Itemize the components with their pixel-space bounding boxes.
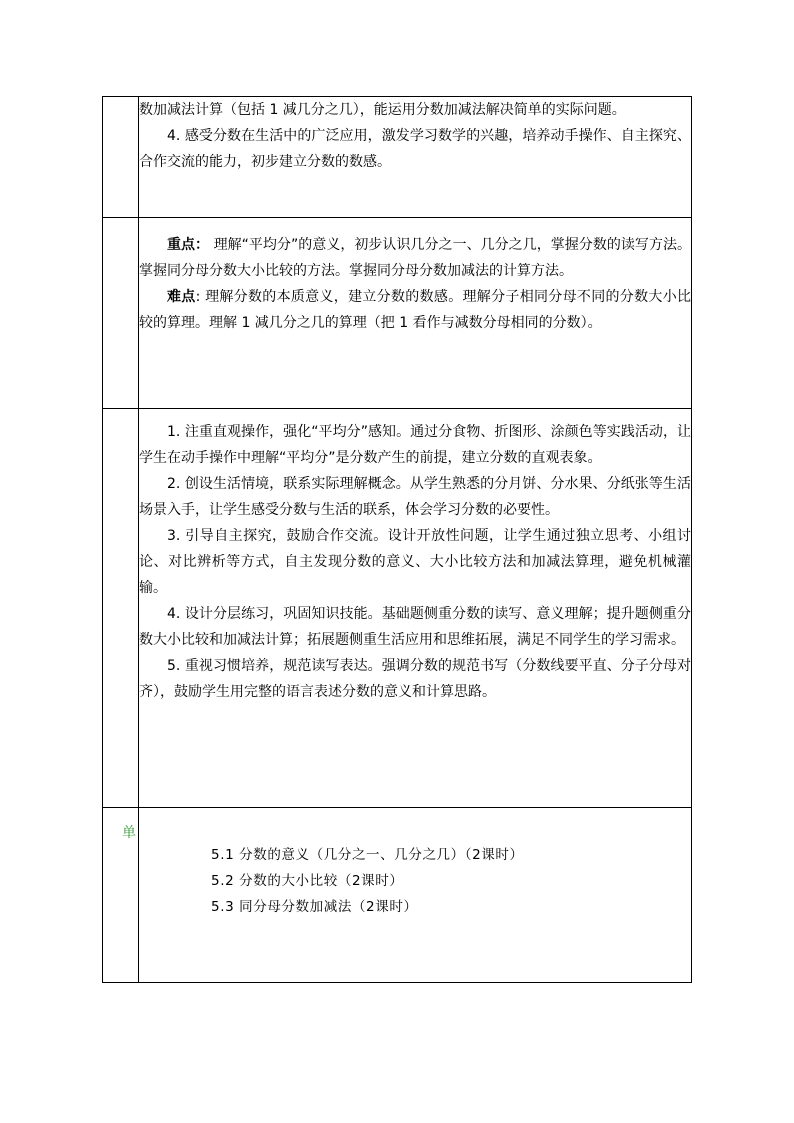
unit-label: 单: [122, 825, 136, 841]
objectives-content-cell: [139, 97, 692, 218]
suggestions-content-cell: [139, 409, 692, 808]
suggestion-item: 5. 重视习惯培养，规范读写表达。强调分数的规范书写（分数线要平直、分子分母对齐），鼓励学生用完整的语言表述分数的意义和计算思路。: [139, 658, 691, 700]
suggestion-item: 3. 引导自主探究，鼓励合作交流。设计开放性问题，让学生通过独立思考、小组讨论、对比辨析等方式，自主发现分数的意义、大小比较方法和加减法算理，避免机械灌输。: [139, 528, 691, 596]
suggestion-item: 1. 注重直观操作，强化“平均分”感知。通过分食物、折图形、涂颜色等实践活动，让学生在动手操作中理解“平均分”是分数产生的前提，建立分数的直观表象。: [139, 424, 691, 466]
suggestion-item: 4. 设计分层练习，巩固知识技能。基础题侧重分数的读写、意义理解；提升题侧重分数大小比较和加减法计算；拓展题侧重生活应用和思维拓展，满足不同学生的学习需求。: [139, 606, 691, 648]
key-point-label: 重点：: [167, 237, 210, 253]
difficult-point-paragraph: [139, 284, 691, 336]
unit-row: [103, 808, 692, 983]
unit-label-cell: [103, 808, 139, 983]
objectives-row: [103, 97, 692, 218]
key-difficult-content-cell: [139, 218, 692, 409]
key-difficult-label-cell: [103, 218, 139, 409]
lesson-item: 5.1 分数的意义（几分之一、几分之几）（2课时）: [211, 847, 524, 863]
key-difficult-row: [103, 218, 692, 409]
suggestions-row: [103, 409, 692, 808]
difficult-point-text: : 理解分数的本质意义，建立分数的数感。理解分子相同分母不同的分数大小比较的算理。理解 1 减几分之几的算理（把 1 看作与减数分母相同的分数）。: [139, 289, 692, 331]
lesson-plan-table: [102, 96, 692, 983]
difficult-point-label: 难点: [167, 289, 196, 305]
objectives-continuation: 数加减法计算（包括 1 减几分之几），能运用分数加减法解决简单的实际问题。: [139, 102, 626, 118]
objectives-label-cell: [103, 97, 139, 218]
unit-content-cell: [139, 808, 692, 983]
objective-item-4: 4. 感受分数在生活中的广泛应用，激发学习数学的兴趣，培养动手操作、自主探究、合作交流的能力，初步建立分数的数感。: [139, 128, 691, 170]
key-point-text: 理解“平均分”的意义，初步认识几分之一、几分之几，掌握分数的读写方法。掌握同分母分数大小比较的方法。掌握同分母分数加减法的计算方法。: [139, 237, 691, 279]
suggestions-label-cell: [103, 409, 139, 808]
key-point-paragraph: [139, 232, 691, 284]
lesson-item: 5.3 同分母分数加减法（2课时）: [211, 899, 418, 915]
lesson-item: 5.2 分数的大小比较（2课时）: [211, 873, 404, 889]
suggestion-item: 2. 创设生活情境，联系实际理解概念。从学生熟悉的分月饼、分水果、分纸张等生活场景入手，让学生感受分数与生活的联系，体会学习分数的必要性。: [139, 476, 691, 518]
